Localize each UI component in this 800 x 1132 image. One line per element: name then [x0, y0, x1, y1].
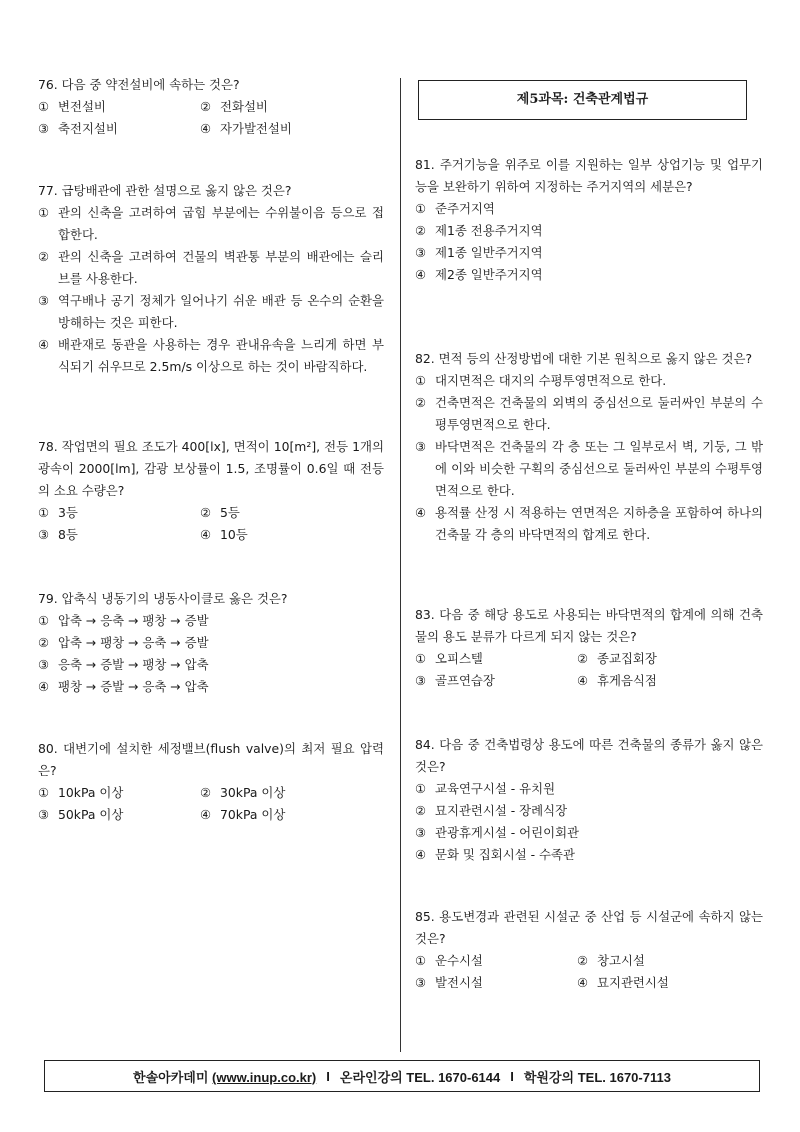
answer-option — [38, 654, 384, 676]
option-text: 묘지관련시설 — [597, 975, 669, 990]
option-row — [415, 950, 763, 972]
question-block — [38, 180, 384, 378]
answer-option — [38, 676, 384, 698]
option-number: ④ — [38, 337, 50, 352]
option-number: ① — [415, 651, 427, 666]
answer-option — [415, 220, 763, 242]
answer-option — [577, 648, 739, 670]
subject-title: 제5과목: 건축관계법규 — [516, 92, 649, 107]
answer-option — [415, 844, 763, 866]
answer-option — [38, 632, 384, 654]
answer-option — [415, 648, 577, 670]
question-block — [415, 348, 763, 546]
question-stem: 76. 다음 중 약전설비에 속하는 것은? — [38, 77, 240, 92]
question-block — [415, 906, 763, 994]
answer-option — [200, 524, 362, 546]
answer-option — [38, 334, 384, 378]
option-number: ③ — [415, 245, 427, 260]
option-text: 70kPa 이상 — [220, 807, 286, 822]
option-row — [415, 670, 763, 692]
option-number: ② — [415, 223, 427, 238]
option-text: 배관재로 동관을 사용하는 경우 관내유속을 느리게 하면 부식되기 쉬우므로 2.5m/s 이상으로 하는 것이 바람직하다. — [58, 337, 384, 374]
column-divider — [400, 78, 401, 1052]
footer-offline-tel: 학원강의 TEL. 1670-7113 — [523, 1069, 671, 1085]
option-text: 10kPa 이상 — [58, 785, 124, 800]
option-number: ④ — [200, 527, 212, 542]
option-number: ① — [415, 953, 427, 968]
option-text: 압축 → 응축 → 팽창 → 증발 — [58, 613, 209, 628]
option-text: 팽창 → 증발 → 응축 → 압축 — [58, 679, 209, 694]
question-block — [38, 74, 384, 140]
answer-option — [415, 972, 577, 994]
option-number: ② — [200, 99, 212, 114]
answer-option — [200, 782, 362, 804]
option-number: ④ — [577, 673, 589, 688]
option-number: ④ — [38, 679, 50, 694]
option-number: ③ — [38, 807, 50, 822]
option-number: ② — [415, 803, 427, 818]
option-number: ① — [38, 613, 50, 628]
option-row — [38, 502, 384, 524]
option-text: 준주거지역 — [435, 201, 495, 216]
option-row — [38, 96, 384, 118]
answer-option — [415, 392, 763, 436]
option-number: ① — [415, 781, 427, 796]
option-number: ② — [577, 953, 589, 968]
option-text: 바닥면적은 건축물의 각 층 또는 그 일부로서 벽, 기둥, 그 밖에 이와 비슷한 구획의 중심선으로 둘러싸인 부분의 수평투영면적으로 한다. — [435, 439, 763, 498]
option-text: 8등 — [58, 527, 78, 542]
answer-option — [200, 502, 362, 524]
footer-url-link[interactable]: (www.inup.co.kr) — [212, 1069, 317, 1085]
answer-option — [415, 778, 763, 800]
option-number: ① — [38, 505, 50, 520]
option-number: ② — [415, 395, 427, 410]
answer-option — [577, 670, 739, 692]
option-number: ② — [577, 651, 589, 666]
answer-option — [200, 118, 362, 140]
answer-option — [415, 502, 763, 546]
question-stem: 83. 다음 중 해당 용도로 사용되는 바닥면적의 합계에 의해 건축물의 용도 분류가 다르게 되지 않는 것은? — [415, 607, 763, 644]
option-text: 압축 → 팽창 → 응축 → 증발 — [58, 635, 209, 650]
option-number: ③ — [415, 673, 427, 688]
question-stem: 80. 대변기에 설치한 세정밸브(flush valve)의 최저 필요 압력은? — [38, 741, 384, 778]
answer-option — [38, 118, 200, 140]
option-number: ① — [415, 201, 427, 216]
option-text: 용적률 산정 시 적용하는 연면적은 지하층을 포함하여 하나의 건축물 각 층의 바닥면적의 합계로 한다. — [435, 505, 763, 542]
answer-option — [38, 524, 200, 546]
option-text: 건축면적은 건축물의 외벽의 중심선으로 둘러싸인 부분의 수평투영면적으로 한다. — [435, 395, 763, 432]
answer-option — [577, 950, 739, 972]
option-text: 발전시설 — [435, 975, 483, 990]
answer-option — [38, 290, 384, 334]
option-number: ② — [200, 785, 212, 800]
option-text: 오피스텔 — [435, 651, 483, 666]
option-text: 제1종 전용주거지역 — [435, 223, 543, 238]
answer-option — [415, 950, 577, 972]
option-text: 전화설비 — [220, 99, 268, 114]
question-block — [415, 154, 763, 286]
option-row — [415, 972, 763, 994]
answer-option — [415, 670, 577, 692]
option-number: ① — [415, 373, 427, 388]
question-stem: 85. 용도변경과 관련된 시설군 중 산업 등 시설군에 속하지 않는 것은? — [415, 909, 763, 946]
option-number: ③ — [38, 121, 50, 136]
answer-option — [38, 202, 384, 246]
option-number: ② — [38, 249, 50, 264]
option-number: ① — [38, 99, 50, 114]
answer-option — [415, 242, 763, 264]
option-text: 제2종 일반주거지역 — [435, 267, 543, 282]
footer-academy: 한솔아카데미 (www.inup.co.kr) — [133, 1069, 317, 1085]
question-stem: 79. 압축식 냉동기의 냉동사이클로 옳은 것은? — [38, 591, 288, 606]
question-stem: 84. 다음 중 건축법령상 용도에 따른 건축물의 종류가 옳지 않은 것은? — [415, 737, 763, 774]
answer-option — [415, 370, 763, 392]
option-row — [38, 804, 384, 826]
answer-option — [38, 610, 384, 632]
answer-option — [38, 246, 384, 290]
option-text: 자가발전설비 — [220, 121, 292, 136]
question-stem: 82. 면적 등의 산정방법에 대한 기본 원칙으로 옳지 않은 것은? — [415, 351, 753, 366]
question-block — [38, 588, 384, 698]
question-block — [38, 738, 384, 826]
question-block — [415, 604, 763, 692]
answer-option — [200, 96, 362, 118]
answer-option — [415, 822, 763, 844]
option-number: ④ — [577, 975, 589, 990]
option-number: ④ — [415, 847, 427, 862]
question-block — [415, 734, 763, 866]
option-number: ③ — [38, 293, 50, 308]
question-stem: 78. 작업면의 필요 조도가 400[lx], 면적이 10[m²], 전등 1개의 광속이 2000[lm], 감광 보상률이 1.5, 조명률이 0.6일 때 전등의 소요 수량은? — [38, 439, 384, 498]
footer-separator: I — [510, 1068, 514, 1084]
answer-option — [38, 502, 200, 524]
answer-option — [415, 264, 763, 286]
option-row — [38, 524, 384, 546]
option-text: 제1종 일반주거지역 — [435, 245, 543, 260]
footer-separator: I — [326, 1068, 330, 1084]
option-number: ③ — [38, 657, 50, 672]
option-text: 50kPa 이상 — [58, 807, 124, 822]
answer-option — [200, 804, 362, 826]
option-row — [38, 782, 384, 804]
option-text: 묘지관련시설 - 장례식장 — [435, 803, 568, 818]
question-stem: 77. 급탕배관에 관한 설명으로 옳지 않은 것은? — [38, 183, 292, 198]
answer-option — [415, 198, 763, 220]
option-number: ① — [38, 785, 50, 800]
option-text: 30kPa 이상 — [220, 785, 286, 800]
option-number: ④ — [200, 121, 212, 136]
option-text: 관광휴게시설 - 어린이회관 — [435, 825, 580, 840]
option-text: 3등 — [58, 505, 78, 520]
option-text: 교육연구시설 - 유치원 — [435, 781, 556, 796]
option-text: 문화 및 집회시설 - 수족관 — [435, 847, 575, 862]
answer-option — [577, 972, 739, 994]
option-text: 운수시설 — [435, 953, 483, 968]
option-text: 변전설비 — [58, 99, 106, 114]
answer-option — [38, 782, 200, 804]
option-number: ① — [38, 205, 50, 220]
option-number: ④ — [200, 807, 212, 822]
question-stem: 81. 주거기능을 위주로 이를 지원하는 일부 상업기능 및 업무기능을 보완하기 위하여 지정하는 주거지역의 세분은? — [415, 157, 763, 194]
option-number: ④ — [415, 505, 427, 520]
option-text: 종교집회장 — [597, 651, 657, 666]
option-text: 창고시설 — [597, 953, 645, 968]
option-number: ② — [200, 505, 212, 520]
option-number: ③ — [415, 439, 427, 454]
option-number: ② — [38, 635, 50, 650]
option-text: 휴게음식점 — [597, 673, 657, 688]
option-text: 골프연습장 — [435, 673, 495, 688]
answer-option — [38, 96, 200, 118]
option-row — [38, 118, 384, 140]
subject-title-box — [418, 80, 747, 120]
answer-option — [38, 804, 200, 826]
option-text: 5등 — [220, 505, 240, 520]
option-row — [415, 648, 763, 670]
option-text: 역구배나 공기 정체가 일어나기 쉬운 배관 등 온수의 순환을 방해하는 것은 피한다. — [58, 293, 384, 330]
answer-option — [415, 800, 763, 822]
option-text: 응축 → 증발 → 팽창 → 압축 — [58, 657, 209, 672]
option-text: 축전지설비 — [58, 121, 118, 136]
question-block — [38, 436, 384, 546]
footer-bar — [44, 1060, 760, 1092]
footer-online-tel: 온라인강의 TEL. 1670-6144 — [339, 1069, 501, 1085]
option-number: ③ — [415, 825, 427, 840]
option-text: 대지면적은 대지의 수평투영면적으로 한다. — [435, 373, 667, 388]
answer-option — [415, 436, 763, 502]
option-number: ③ — [415, 975, 427, 990]
option-text: 관의 신축을 고려하여 건물의 벽관통 부분의 배관에는 슬리브를 사용한다. — [58, 249, 384, 286]
option-text: 관의 신축을 고려하여 굽힘 부분에는 수위불이음 등으로 접합한다. — [58, 205, 384, 242]
option-number: ③ — [38, 527, 50, 542]
option-number: ④ — [415, 267, 427, 282]
option-text: 10등 — [220, 527, 248, 542]
